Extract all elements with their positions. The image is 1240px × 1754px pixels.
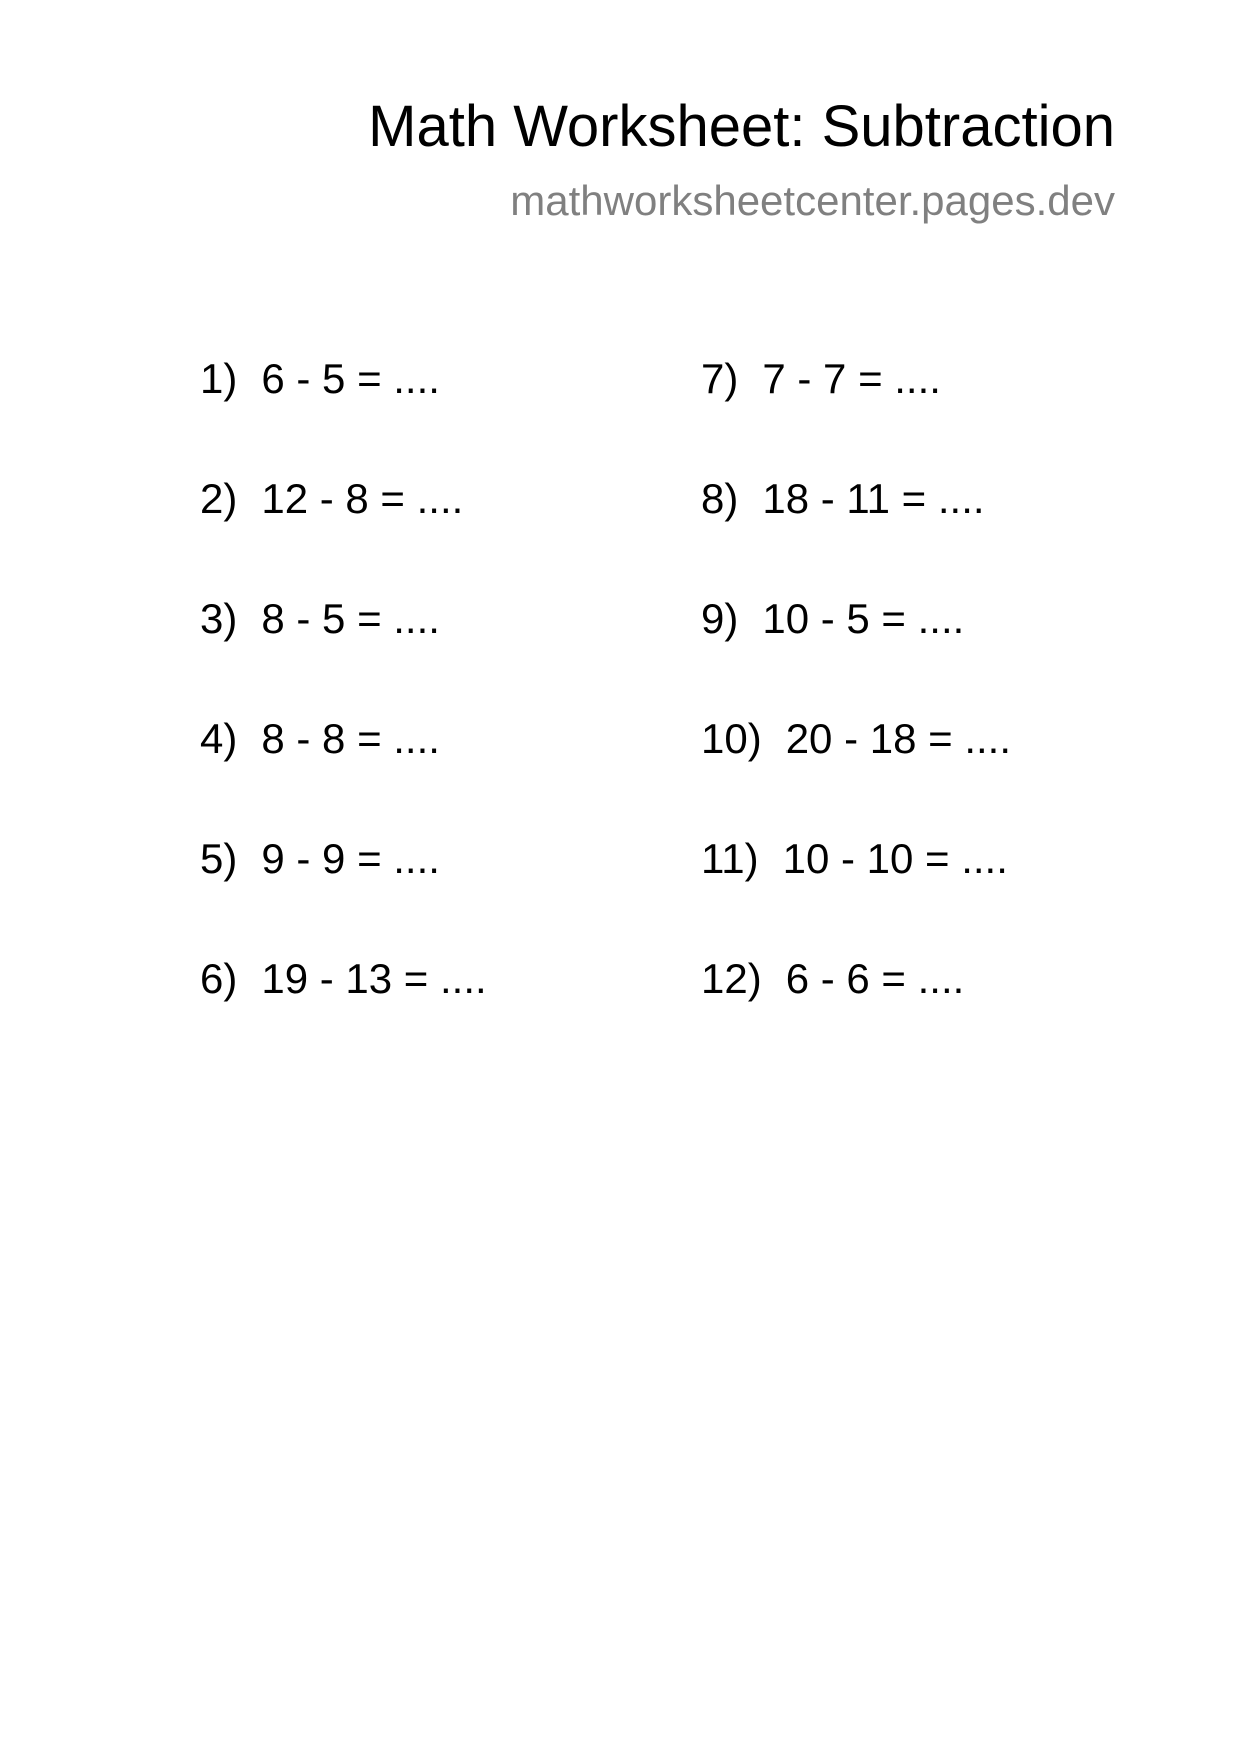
problem-number: 8) (701, 475, 739, 522)
problem-expression: 7 - 7 = .... (762, 355, 941, 402)
problem-number: 4) (200, 715, 238, 762)
problem-item (701, 835, 1008, 882)
problem-item (200, 475, 464, 522)
problem-item (701, 355, 941, 402)
problem-item (701, 595, 965, 642)
problem-expression: 9 - 9 = .... (261, 835, 440, 882)
problem-item (200, 835, 440, 882)
problem-number: 7) (701, 355, 739, 402)
problem-expression: 8 - 5 = .... (261, 595, 440, 642)
problem-expression: 10 - 10 = .... (782, 835, 1008, 882)
problem-expression: 19 - 13 = .... (261, 955, 487, 1002)
problem-number: 2) (200, 475, 238, 522)
problem-item (200, 595, 440, 642)
problem-number: 9) (701, 595, 739, 642)
problem-number: 6) (200, 955, 238, 1002)
problem-expression: 20 - 18 = .... (785, 715, 1012, 762)
page-title: Math Worksheet: Subtraction (368, 94, 1115, 159)
problem-item (701, 955, 965, 1002)
problem-item (701, 715, 1012, 762)
worksheet-header (368, 94, 1115, 224)
problem-number: 12) (701, 955, 762, 1002)
problem-item (200, 355, 440, 402)
problem-expression: 10 - 5 = .... (762, 595, 965, 642)
problem-item (701, 475, 985, 522)
problem-number: 10) (701, 715, 762, 762)
problem-expression: 6 - 5 = .... (261, 355, 440, 402)
problem-expression: 12 - 8 = .... (261, 475, 464, 522)
problem-number: 1) (200, 355, 238, 402)
problem-number: 3) (200, 595, 238, 642)
problem-item (200, 955, 487, 1002)
source-url: mathworksheetcenter.pages.dev (510, 177, 1115, 224)
problem-expression: 18 - 11 = .... (762, 475, 985, 522)
problem-expression: 6 - 6 = .... (785, 955, 965, 1002)
problem-number: 5) (200, 835, 238, 882)
problem-expression: 8 - 8 = .... (261, 715, 440, 762)
problem-number: 11) (701, 835, 759, 882)
problem-item (200, 715, 440, 762)
